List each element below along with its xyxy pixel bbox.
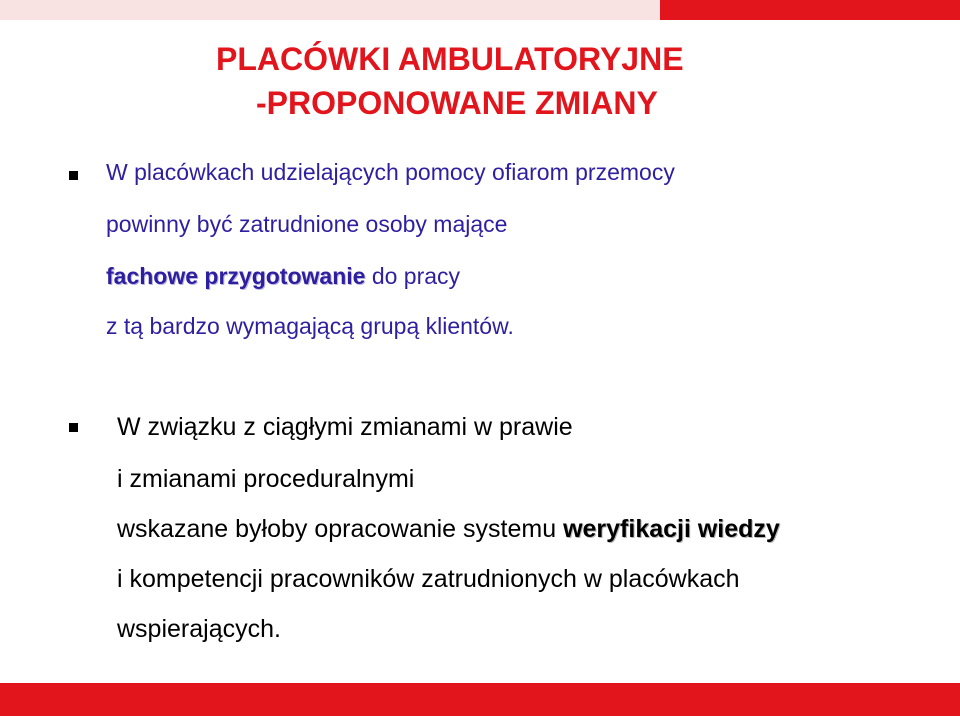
- bullet-2-line-3: [117, 514, 780, 544]
- bullet-1-line-3: [106, 262, 460, 290]
- bullet-2-emphasis: weryfikacji wiedzy: [563, 515, 780, 543]
- square-bullet-icon: [69, 171, 78, 180]
- bullet-2-line-1: W związku z ciągłymi zmianami w prawie: [117, 413, 573, 441]
- bullet-1-line-1: W placówkach udzielających pomocy ofiarom przemocy: [106, 159, 675, 185]
- bullet-1-line-3-rest: do pracy: [365, 263, 461, 289]
- top-decor-bar-red: [660, 0, 960, 20]
- bullet-2-line-3-pre: wskazane byłoby opracowanie systemu: [117, 515, 564, 543]
- bullet-2-line-4: i kompetencji pracowników zatrudnionych w placówkach: [117, 565, 740, 593]
- bullet-2-line-5: wspierających.: [117, 615, 281, 643]
- square-bullet-icon: [69, 423, 78, 432]
- slide-title-line-1: PLACÓWKI AMBULATORYJNE: [216, 41, 684, 77]
- slide-title-line-2: -PROPONOWANE ZMIANY: [256, 85, 658, 121]
- bottom-decor-bar: [0, 683, 960, 716]
- bullet-1-emphasis: fachowe przygotowanie: [106, 263, 366, 289]
- bullet-1-line-2: powinny być zatrudnione osoby mające: [106, 211, 508, 237]
- bullet-1-line-4: z tą bardzo wymagającą grupą klientów.: [106, 313, 514, 339]
- top-decor-bar-light: [0, 0, 660, 20]
- bullet-2-line-2: i zmianami proceduralnymi: [117, 465, 415, 493]
